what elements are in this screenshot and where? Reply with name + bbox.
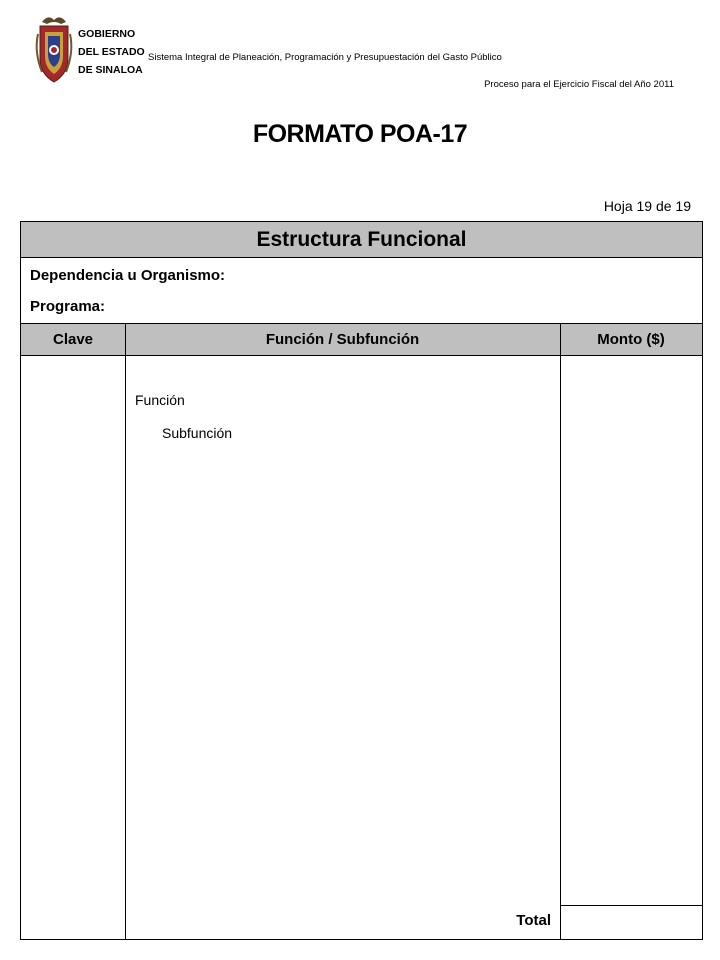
logo-text-line-2: DEL ESTADO xyxy=(78,46,145,58)
column-header-clave: Clave xyxy=(52,331,94,348)
column-header-funcion: Función / Subfunción xyxy=(265,331,420,348)
column-header-monto: Monto ($) xyxy=(597,331,665,348)
row-funcion-label: Función xyxy=(135,392,185,408)
system-title: Sistema Integral de Planeación, Programación y Presupuestación del Gasto Público xyxy=(148,52,502,63)
dependencia-label: Dependencia u Organismo: xyxy=(30,267,226,284)
section-header: Estructura Funcional xyxy=(21,222,702,258)
logo-text-line-1: GOBIERNO xyxy=(78,28,136,40)
column-header-row xyxy=(21,323,702,356)
programa-label: Programa: xyxy=(30,298,106,315)
column-divider-clave xyxy=(125,323,126,940)
logo-text-line-3: DE SINALOA xyxy=(78,64,143,76)
total-row-divider xyxy=(560,905,702,906)
column-divider-monto xyxy=(560,323,561,940)
total-label: Total xyxy=(516,912,551,929)
page-counter: Hoja 19 de 19 xyxy=(603,198,691,214)
row-subfuncion-label: Subfunción xyxy=(162,425,233,441)
coat-of-arms-icon xyxy=(34,12,145,88)
process-title: Proceso para el Ejercicio Fiscal del Año 2011 xyxy=(484,79,674,90)
page-title: FORMATO POA-17 xyxy=(252,120,468,148)
gobierno-sinaloa-logo xyxy=(34,12,145,88)
estructura-funcional-form xyxy=(20,221,703,940)
